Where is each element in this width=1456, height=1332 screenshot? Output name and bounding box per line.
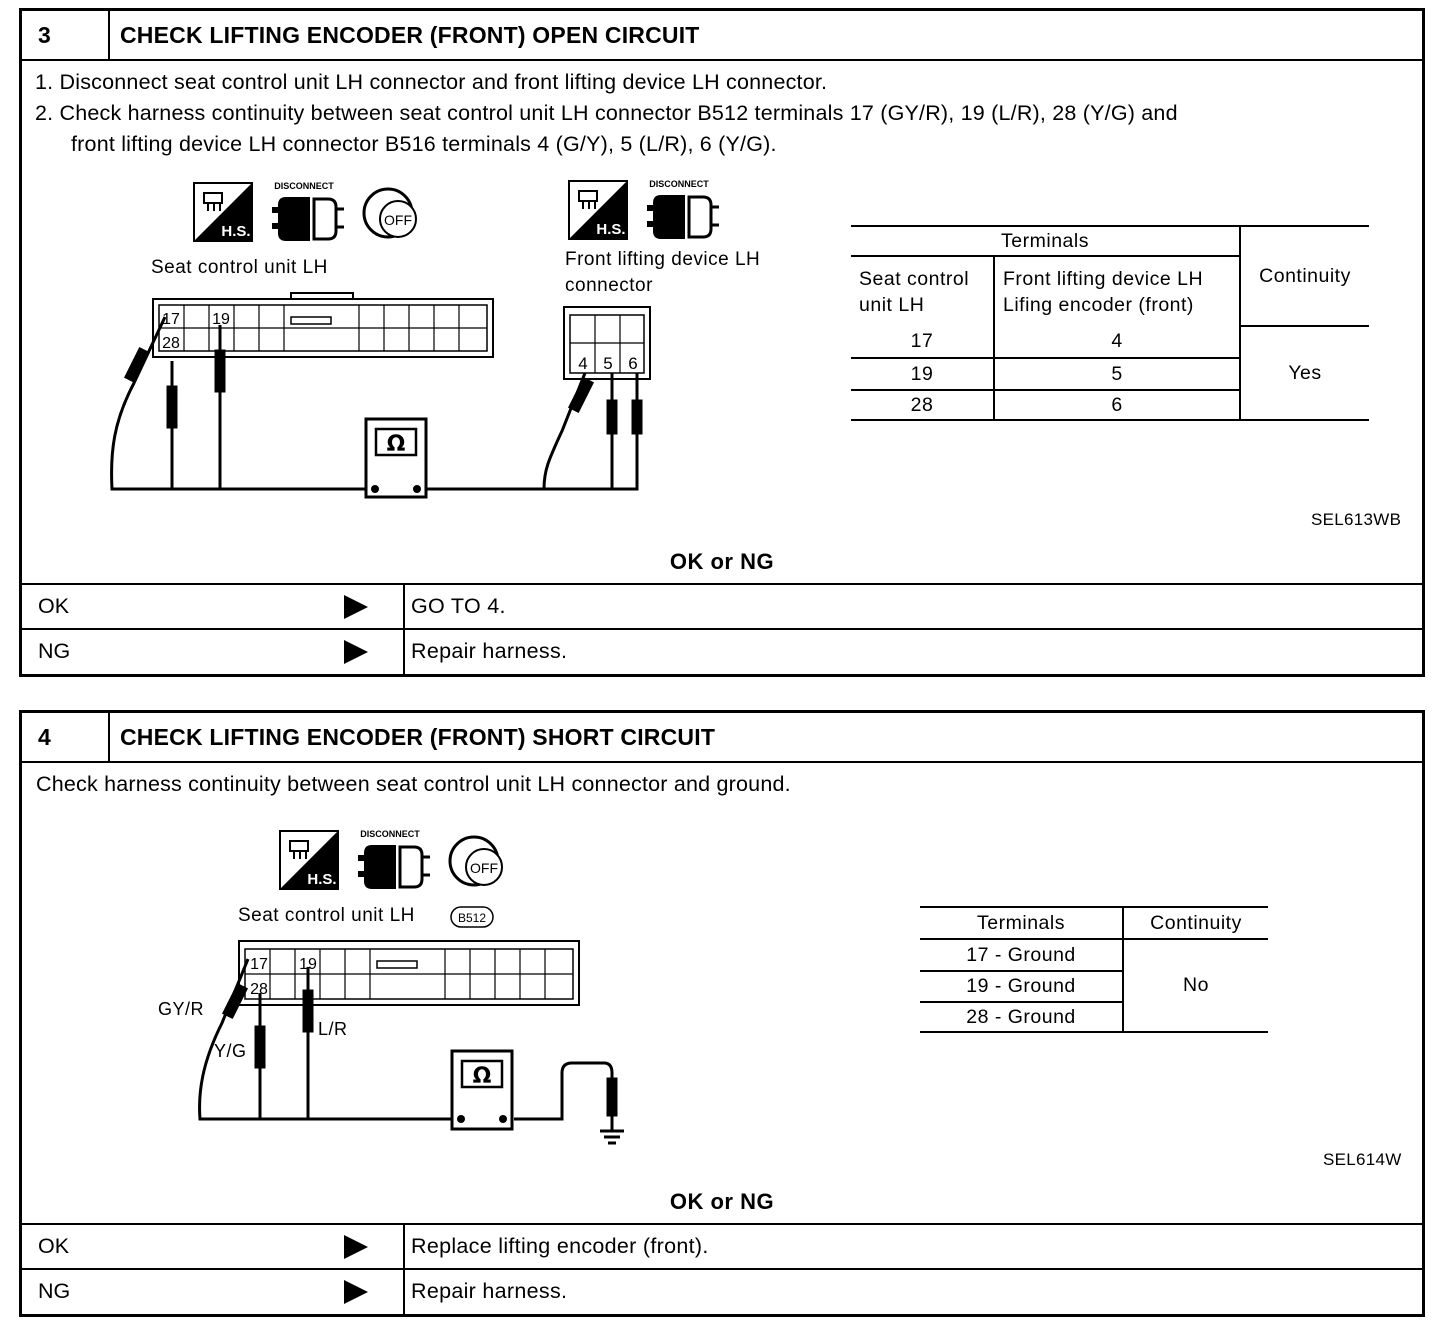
ohmmeter-icon bbox=[366, 419, 426, 497]
arrow-right-icon bbox=[344, 595, 368, 619]
disconnect-icon bbox=[653, 195, 685, 239]
ohm-symbol: Ω bbox=[386, 432, 406, 457]
table-cell: 17 - Ground bbox=[920, 939, 1123, 971]
seat-unit-col-header: Seat control unit LH bbox=[851, 256, 994, 326]
seat-control-unit-label: Seat control unit LH bbox=[151, 257, 328, 278]
ok-label: OK bbox=[38, 594, 70, 618]
pin-28: 28 bbox=[162, 335, 180, 352]
table-cell: 5 bbox=[994, 358, 1240, 390]
terminals-header: Terminals bbox=[851, 226, 1240, 256]
step-number: 3 bbox=[22, 11, 110, 59]
ok-ng-heading: OK or NG bbox=[669, 549, 775, 574]
disconnect-text: DISCONNECT bbox=[274, 181, 334, 191]
seat-connector bbox=[239, 941, 579, 1005]
off-text: OFF bbox=[384, 212, 412, 228]
caution-icons bbox=[278, 827, 518, 893]
result-ng-row bbox=[22, 1268, 1422, 1314]
ng-action: Repair harness. bbox=[411, 1279, 568, 1303]
svg-text:DISCONNECT: DISCONNECT bbox=[360, 829, 420, 839]
arrow-right-icon bbox=[344, 1235, 368, 1259]
terminals-header: Terminals bbox=[920, 907, 1123, 939]
ground-terminals-table bbox=[920, 906, 1268, 1033]
ng-action: Repair harness. bbox=[411, 639, 568, 663]
step-title: CHECK LIFTING ENCODER (FRONT) SHORT CIRCUIT bbox=[120, 724, 716, 750]
pin-4: 4 bbox=[578, 354, 588, 373]
figure-code: SEL614W bbox=[1323, 1150, 1402, 1169]
continuity-result: Yes bbox=[1240, 326, 1369, 420]
ground-check-diagram bbox=[22, 933, 682, 1153]
pin-6: 6 bbox=[628, 354, 638, 373]
caution-icons bbox=[192, 179, 432, 245]
svg-text:H.S.: H.S. bbox=[307, 871, 337, 888]
svg-text:H.S.: H.S. bbox=[596, 221, 626, 238]
wire-gyr-label: GY/R bbox=[158, 999, 205, 1019]
hs-icon bbox=[194, 183, 252, 241]
step-number: 4 bbox=[22, 713, 110, 761]
continuity-header: Continuity bbox=[1123, 907, 1268, 939]
arrow-right-icon bbox=[344, 1280, 368, 1304]
table-cell: 4 bbox=[994, 326, 1240, 358]
table-cell: 28 - Ground bbox=[920, 1002, 1123, 1032]
ok-ng-heading: OK or NG bbox=[669, 1189, 775, 1214]
connector-badge bbox=[450, 905, 496, 929]
front-device-label-2: connector bbox=[565, 275, 653, 296]
instruction-1: 1. Disconnect seat control unit LH connector and front lifting device LH connector. bbox=[35, 70, 828, 94]
table-cell: 28 bbox=[851, 390, 994, 420]
disconnect-icon bbox=[364, 845, 396, 889]
terminals-table bbox=[851, 225, 1369, 421]
pin-5: 5 bbox=[603, 354, 613, 373]
svg-text:OFF: OFF bbox=[470, 860, 498, 876]
instruction-2-cont: front lifting device LH connector B516 terminals 4 (G/Y), 5 (L/R), 6 (Y/G). bbox=[71, 132, 777, 156]
hs-text: H.S. bbox=[221, 223, 251, 240]
ok-action: GO TO 4. bbox=[411, 594, 506, 618]
ng-label: NG bbox=[38, 639, 71, 663]
step-4-panel bbox=[19, 710, 1425, 1317]
arrow-right-icon bbox=[344, 640, 368, 664]
ng-label: NG bbox=[38, 1279, 71, 1303]
disconnect-icon bbox=[272, 181, 344, 241]
caution-icons-2 bbox=[567, 177, 727, 243]
table-cell: 19 - Ground bbox=[920, 971, 1123, 1002]
table-cell: 6 bbox=[994, 390, 1240, 420]
pin-19: 19 bbox=[212, 311, 230, 328]
table-cell: 17 bbox=[851, 326, 994, 358]
result-ok-row bbox=[22, 1223, 1422, 1269]
pin-28: 28 bbox=[250, 981, 268, 998]
front-device-label: Front lifting device LH bbox=[565, 249, 761, 270]
result-ng-row bbox=[22, 628, 1422, 674]
step-3-panel bbox=[19, 8, 1425, 677]
ignition-off-icon bbox=[364, 189, 416, 237]
wire-lr-label: L/R bbox=[318, 1019, 348, 1039]
ohmmeter-icon bbox=[452, 1051, 512, 1129]
ok-action: Replace lifting encoder (front). bbox=[411, 1234, 709, 1258]
continuity-header: Continuity bbox=[1240, 226, 1369, 326]
ok-label: OK bbox=[38, 1234, 70, 1258]
continuity-result: No bbox=[1123, 939, 1268, 1032]
pin-19: 19 bbox=[299, 956, 317, 973]
instruction-2: 2. Check harness continuity between seat control unit LH connector B512 terminals 17 (GY/R), 19 (L/R), 28 (Y/G) and bbox=[35, 101, 1178, 125]
pin-17: 17 bbox=[250, 956, 268, 973]
seat-control-unit-label: Seat control unit LH bbox=[238, 905, 415, 926]
instruction: Check harness continuity between seat control unit LH connector and ground. bbox=[36, 772, 791, 796]
connector-badge-text: B512 bbox=[457, 911, 487, 925]
step-3-header bbox=[22, 11, 1422, 61]
step-title: CHECK LIFTING ENCODER (FRONT) OPEN CIRCUIT bbox=[120, 22, 700, 48]
front-connector bbox=[564, 307, 650, 379]
ohm-symbol: Ω bbox=[472, 1064, 492, 1089]
svg-text:DISCONNECT: DISCONNECT bbox=[649, 179, 709, 189]
figure-code: SEL613WB bbox=[1311, 510, 1402, 529]
pin-17: 17 bbox=[162, 311, 180, 328]
wire-yg-label: Y/G bbox=[214, 1041, 247, 1061]
front-connector-diagram bbox=[22, 291, 722, 511]
result-ok-row bbox=[22, 583, 1422, 629]
table-cell: 19 bbox=[851, 358, 994, 390]
front-device-col-header: Front lifting device LH Lifing encoder (front) bbox=[994, 256, 1240, 326]
step-4-header bbox=[22, 713, 1422, 763]
probe-wires-2 bbox=[462, 373, 641, 489]
